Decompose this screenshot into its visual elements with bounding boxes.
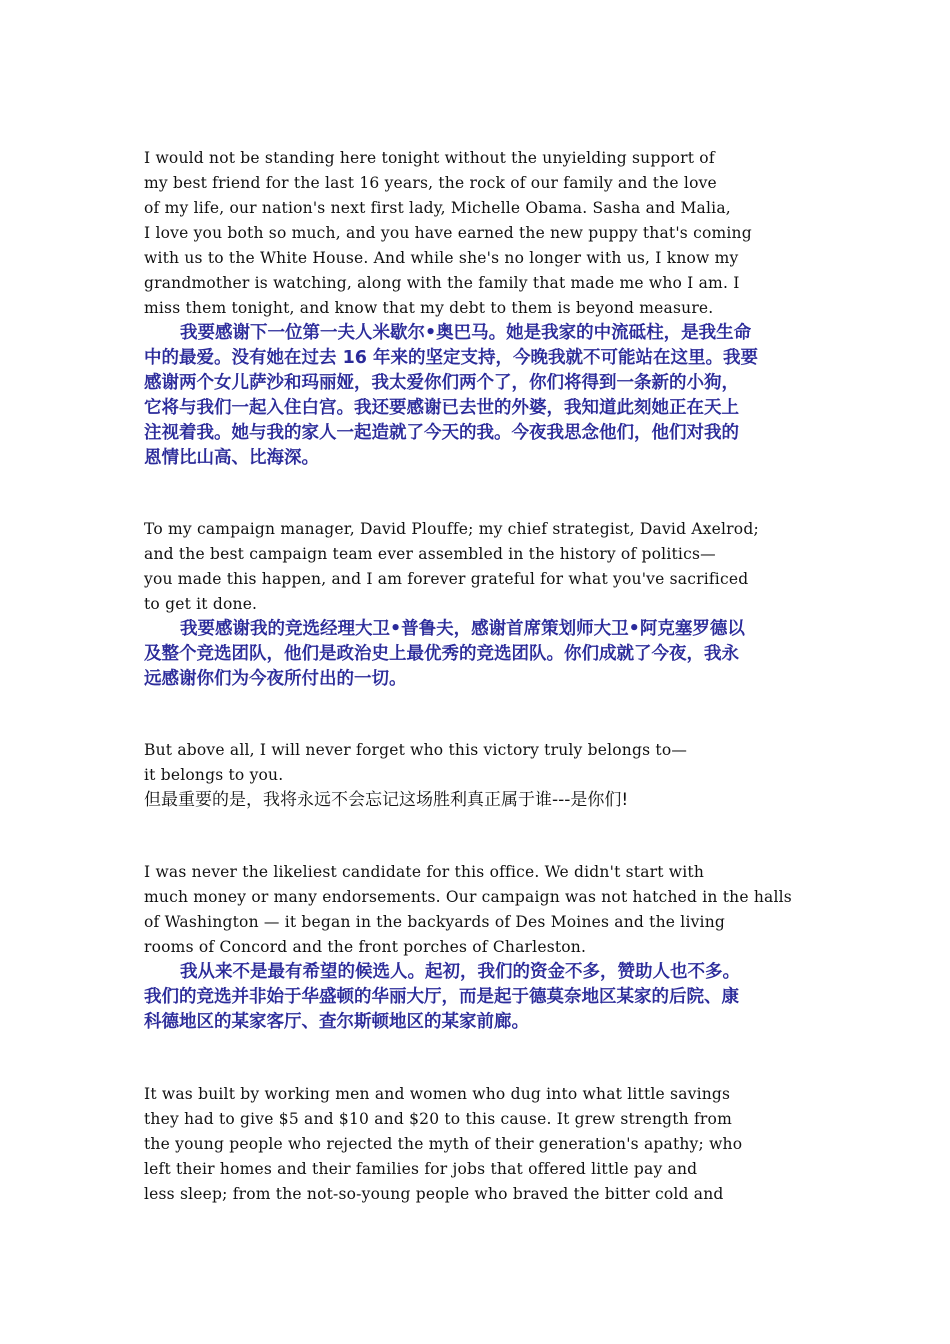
paragraph-1 <box>144 146 834 471</box>
paragraph-1-chinese: 我要感谢下一位第一夫人米歇尔•奥巴马。她是我家的中流砥柱，是我生命 中的最爱。没有她在过去 16 年来的坚定支持，今晚我就不可能站在这里。我要 感谢两个女儿萨沙和玛丽娅，我太爱你们两个了，你们将得到一条新的小狗， 它将与我们一起入住白宫。我还要感谢已去世的外婆，我知道此刻她正在天上 注视着我。她与我的家人一起造就了今天的我。今夜我思念他们，他们对我的 恩情比山高、比海深。 <box>144 323 759 468</box>
paragraph-5 <box>144 1082 834 1207</box>
paragraph-1-english: I would not be standing here tonight without the unyielding support of my best friend for the last 16 years, the rock of our family and the love of my life, our nation's next first lady, Michelle Obama. Sasha and Malia, I love you both so much, and you have earned the new puppy that's coming with us to the White House. And while she's no longer with us, I know my grandmother is watching, along with the family that made me who I am. I miss them tonight, and know that my debt to them is beyond measure. <box>144 149 752 317</box>
paragraph-4-chinese: 我从来不是最有希望的候选人。起初，我们的资金不多，赞助人也不多。 我们的竞选并非始于华盛顿的华丽大厅，而是起于德莫奈地区某家的后院、康 科德地区的某家客厅、查尔斯顿地区的某家前廊。 <box>144 962 740 1032</box>
paragraph-3 <box>144 738 834 813</box>
paragraph-2-chinese: 我要感谢我的竞选经理大卫•普鲁夫，感谢首席策划师大卫•阿克塞罗德以 及整个竞选团队，他们是政治史上最优秀的竞选团队。你们成就了今夜，我永 远感谢你们为今夜所付出的一切。 <box>144 619 745 689</box>
paragraph-3-chinese: 但最重要的是，我将永远不会忘记这场胜利真正属于谁---是你们! <box>144 790 629 810</box>
paragraph-2 <box>144 517 834 692</box>
paragraph-4 <box>144 860 834 1035</box>
paragraph-2-english: To my campaign manager, David Plouffe; my chief strategist, David Axelrod; and the best campaign team ever assembled in the history of politics— you made this happen, and I am forever grateful for what you've sacrificed to get it done. <box>144 520 759 613</box>
paragraph-3-english: But above all, I will never forget who this victory truly belongs to— it belongs to you. <box>144 741 688 784</box>
paragraph-5-english: It was built by working men and women who dug into what little savings they had to give $5 and $10 and $20 to this cause. It grew strength from the young people who rejected the myth of their generation's apathy; who left their homes and their families for jobs that offered little pay and less sleep; from the not-so-young people who braved the bitter cold and <box>144 1085 743 1203</box>
paragraph-4-english: I was never the likeliest candidate for this office. We didn't start with much money or many endorsements. Our campaign was not hatched in the halls of Washington — it began in the backyards of Des Moines and the living rooms of Concord and the front porches of Charleston. <box>144 863 792 956</box>
